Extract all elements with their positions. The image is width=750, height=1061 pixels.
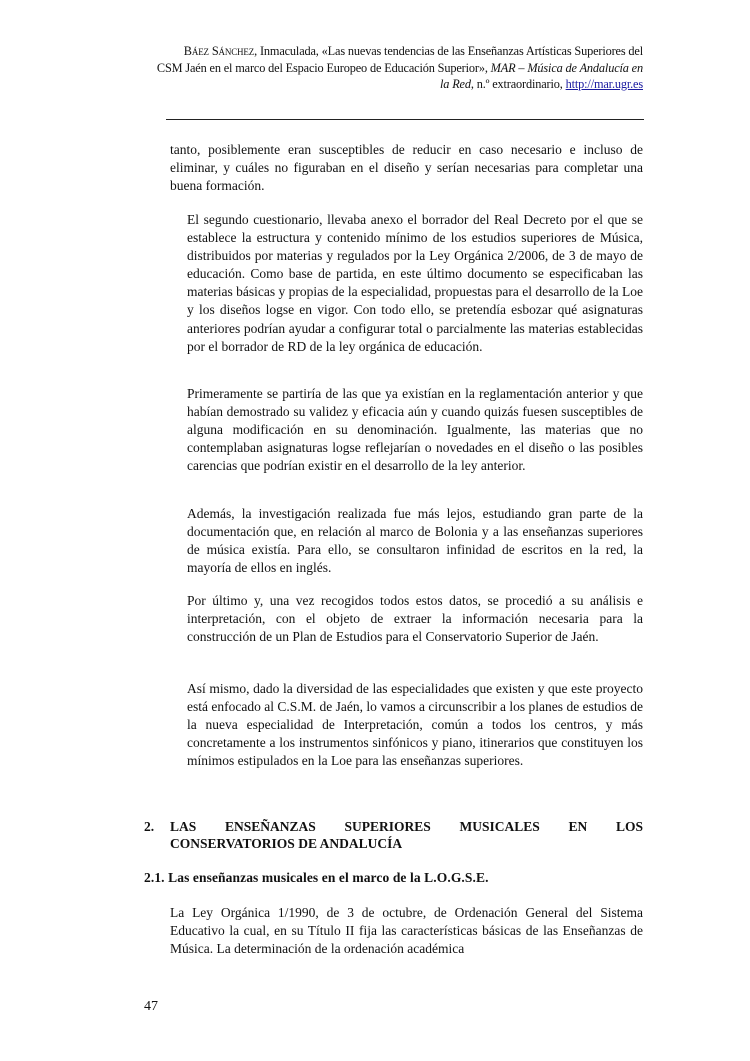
paragraph-ley-organica: La Ley Orgánica 1/1990, de 3 de octubre, de Ordenación General del Sistema Educativo la cual, en su Título II fija las características básicas de las Enseñanzas de Música. La determinación de la ordenación académica bbox=[170, 905, 643, 957]
header-journal-end: la Red bbox=[440, 77, 471, 91]
header-journal: MAR – Música de Andalucía en bbox=[490, 60, 643, 75]
header-rule bbox=[166, 119, 644, 120]
section-title-line1: LAS ENSEÑANZAS SUPERIORES MUSICALES EN LOS bbox=[170, 819, 643, 834]
header-line1: , Inmaculada, «Las nuevas tendencias de las Enseñanzas Artísticas Superiores del bbox=[254, 44, 643, 58]
page-number: 47 bbox=[144, 999, 158, 1014]
section-number: 2. bbox=[144, 819, 155, 834]
header-issue: , n.º extraordinario, bbox=[470, 77, 566, 91]
paragraph-segundo-cuestionario: El segundo cuestionario, llevaba anexo el borrador del Real Decreto por el que se establece la estructura y contenido mínimo de los estudios superiores de Música, distribuidos por materias y regulados por la Ley Orgánica 2/2006, de 3 de mayo de educación. Como base de partida, en este último documento se especificaban las materias básicas y propias de la especialidad, propuestas para el desarrollo de la Loe y los diseños logse en vigor. Con todo ello, se pretendía esbozar qué asignaturas anteriores podrían ayudar a configurar total o parcialmente las materias establecidas por el borrador de RD de la ley orgánica de educación. bbox=[187, 212, 643, 354]
paragraph-por-ultimo: Por último y, una vez recogidos todos estos datos, se procedió a su análisis e interpretación, con el objeto de extraer la información necesaria para la construcción de un Plan de Estudios para el Conservatorio Superior de Jaén. bbox=[187, 593, 643, 645]
paragraph-primeramente: Primeramente se partiría de las que ya existían en la reglamentación anterior y que habían demostrado su validez y eficacia aún y cuando quizás fuesen susceptibles de alguna modificación en su denominación. Igualmente, las materias que no contemplaban asignaturas logse reflejarían o novedades en el diseño o las posibles carencias que podrían existir en el desarrollo de la ley anterior. bbox=[187, 386, 643, 474]
paragraph-continuation: tanto, posiblemente eran susceptibles de reducir en caso necesario e incluso de eliminar, y cuáles no figuraban en el diseño y serían necesarias para completar una buena formación. bbox=[170, 142, 643, 194]
running-header bbox=[140, 43, 643, 93]
section-title-line2: CONSERVATORIOS DE ANDALUCÍA bbox=[170, 836, 403, 851]
header-author: Báez Sánchez bbox=[183, 44, 255, 58]
subsection-heading: 2.1. Las enseñanzas musicales en el marco de la L.O.G.S.E. bbox=[144, 870, 489, 885]
paragraph-asi-mismo: Así mismo, dado la diversidad de las especialidades que existen y que este proyecto está enfocado al C.S.M. de Jaén, lo vamos a circunscribir a los planes de estudios de la nueva especialidad de Interpretación, común a todos los centros, y más concretamente a los instrumentos sinfónicos y piano, itinerarios que constituyen los mínimos estipulados en la Loe para las enseñanzas superiores. bbox=[187, 681, 643, 769]
header-line2: CSM Jaén en el marco del Espacio Europeo de Educación Superior», bbox=[156, 60, 491, 75]
paragraph-ademas: Además, la investigación realizada fue más lejos, estudiando gran parte de la documentación que, en relación al marco de Bolonia y a las enseñanzas superiores de música existía. Para ello, se consultaron infinidad de escritos en la red, la mayoría de ellos en inglés. bbox=[187, 506, 643, 576]
header-link[interactable]: http://mar.ugr.es bbox=[565, 77, 643, 91]
